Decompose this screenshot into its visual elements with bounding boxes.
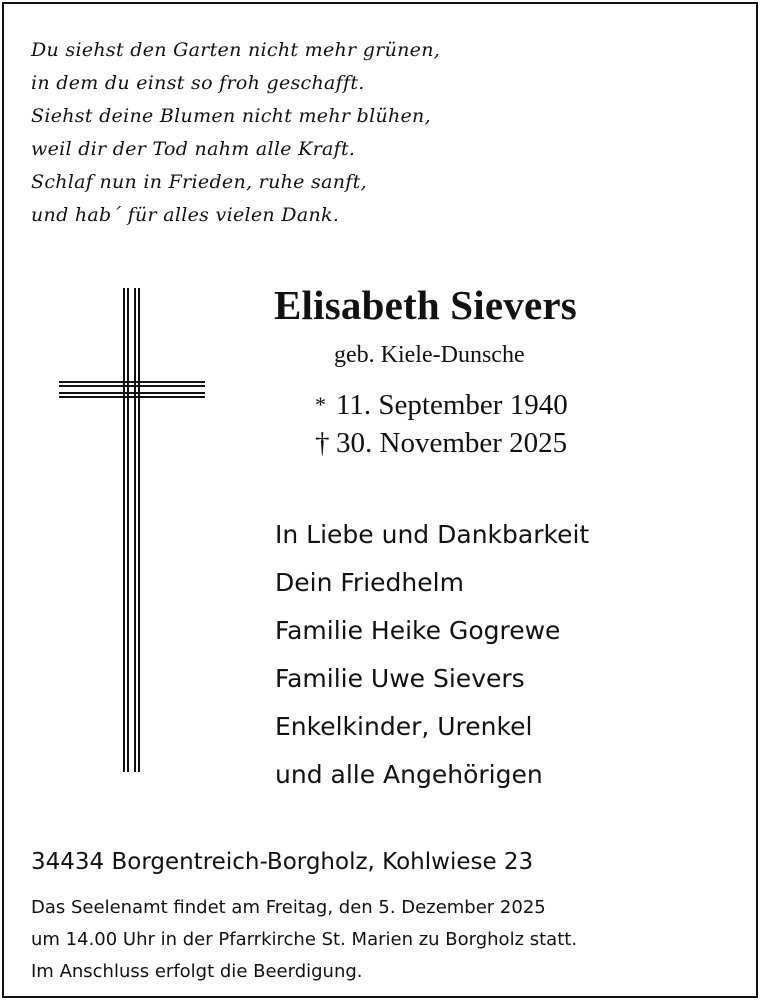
service-line: Das Seelenamt findet am Freitag, den 5. Dezember 2025 [31, 897, 546, 918]
deceased-name: Elisabeth Sievers [274, 282, 577, 328]
cross-icon [59, 288, 205, 772]
death-date-line [315, 425, 567, 461]
memorial-poem [31, 34, 440, 232]
birth-star-icon: * [315, 392, 326, 417]
mourners-list [275, 511, 589, 799]
obituary-notice [2, 2, 758, 998]
poem-line: und hab´ für alles vielen Dank. [31, 204, 340, 226]
mourner-line: Dein Friedhelm [275, 568, 464, 597]
funeral-service-info [31, 892, 577, 988]
mourner-line: Familie Uwe Sievers [275, 664, 525, 693]
birth-date-line [315, 387, 568, 423]
maiden-name: geb. Kiele-Dunsche [334, 342, 525, 368]
poem-line: Schlaf nun in Frieden, ruhe sanft, [31, 171, 367, 193]
mourner-line: Enkelkinder, Urenkel [275, 712, 533, 741]
death-dagger-icon: † [315, 427, 330, 459]
service-line: um 14.00 Uhr in der Pfarrkirche St. Marien zu Borgholz statt. [31, 929, 578, 950]
mourner-line: Familie Heike Gogrewe [275, 616, 561, 645]
poem-line: weil dir der Tod nahm alle Kraft. [31, 138, 356, 160]
birth-date: 11. September 1940 [336, 389, 568, 421]
death-date: 30. November 2025 [336, 427, 568, 459]
poem-line: Siehst deine Blumen nicht mehr blühen, [31, 105, 431, 127]
mourning-address: 34434 Borgentreich-Borgholz, Kohlwiese 23 [31, 849, 534, 875]
poem-line: in dem du einst so froh geschafft. [31, 72, 365, 94]
poem-line: Du siehst den Garten nicht mehr grünen, [31, 39, 441, 61]
mourner-line: In Liebe und Dankbarkeit [275, 520, 590, 549]
mourner-line: und alle Angehörigen [275, 760, 543, 789]
service-line: Im Anschluss erfolgt die Beerdigung. [31, 961, 363, 982]
